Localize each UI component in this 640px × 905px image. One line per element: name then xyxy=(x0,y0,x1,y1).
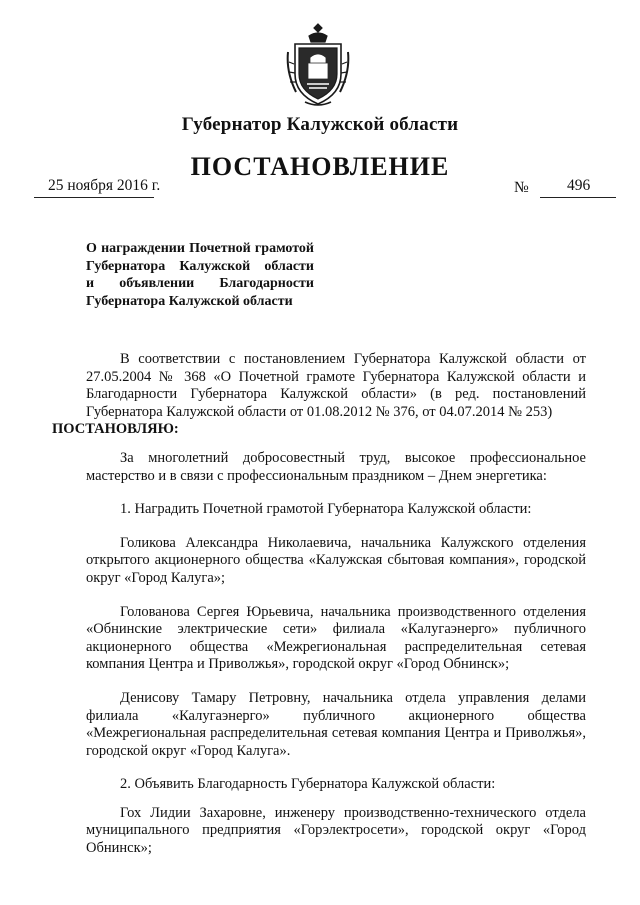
document-number: 496 xyxy=(567,177,591,194)
award-paragraph-3: Денисову Тамару Петровну, начальника отдела управления делами филиала «Калугаэнерго» публичного акционерного общества «Межрегиональная распределительная сетевая компания Центра и Приволжья», городской округ «Город Калуга». xyxy=(86,689,586,759)
document-date: 25 ноября 2016 г. xyxy=(48,177,161,194)
preamble-paragraph xyxy=(52,351,586,439)
document-body xyxy=(52,351,586,858)
subject-line: Губернатора Калужской области xyxy=(86,293,293,309)
date-underline xyxy=(34,197,154,198)
number-label: № xyxy=(514,179,529,196)
preamble-text: В соответствии с постановлением Губернатора Калужской области от 27.05.2004 № 368 «О Почетной грамоте Губернатора Калужской области и Благодарности Губернатора Калужской области» (в ред. постановлений Губернатора Калужской области от 01.08.2012 № 376, от 04.07.2014 № 253) xyxy=(86,351,586,420)
award-paragraph-2: Голованова Сергея Юрьевича, начальника производственного отделения «Обнинские электрические сети» филиала «Калугаэнерго» публичного акционерного общества «Межрегиональная распределительная сетевая компания Центра и Приволжья», городской округ «Город Обнинск»; xyxy=(86,603,586,673)
thanks-paragraph-1: Гох Лидии Захаровне, инженеру производственно-технического отдела муниципального предприятия «Горэлектросети», городской округ «Город Обнинск»; xyxy=(86,804,586,857)
subject-line: и объявлении Благодарности xyxy=(86,276,314,291)
document-subject xyxy=(86,240,314,310)
document-type-heading: ПОСТАНОВЛЕНИЕ xyxy=(190,152,450,181)
kaluga-coat-of-arms-icon xyxy=(285,22,351,108)
item-1-heading: 1. Наградить Почетной грамотой Губернатора Калужской области: xyxy=(120,501,532,518)
reason-paragraph: За многолетний добросовестный труд, высокое профессиональное мастерство и в связи с профессиональным праздником – Днем энергетика: xyxy=(86,449,586,484)
subject-line: О награждении Почетной грамотой xyxy=(86,241,314,256)
award-paragraph-1: Голикова Александра Николаевича, начальника Калужского отделения открытого акционерного общества «Калужская сбытовая компания», городской округ «Город Калуга»; xyxy=(86,534,586,586)
resolve-word: ПОСТАНОВЛЯЮ: xyxy=(52,421,179,438)
item-2-heading: 2. Объявить Благодарность Губернатора Калужской области: xyxy=(120,776,496,793)
issuer-title: Губернатор Калужской области xyxy=(181,114,459,135)
subject-line: Губернатора Калужской области xyxy=(86,258,314,274)
number-underline xyxy=(540,197,616,198)
